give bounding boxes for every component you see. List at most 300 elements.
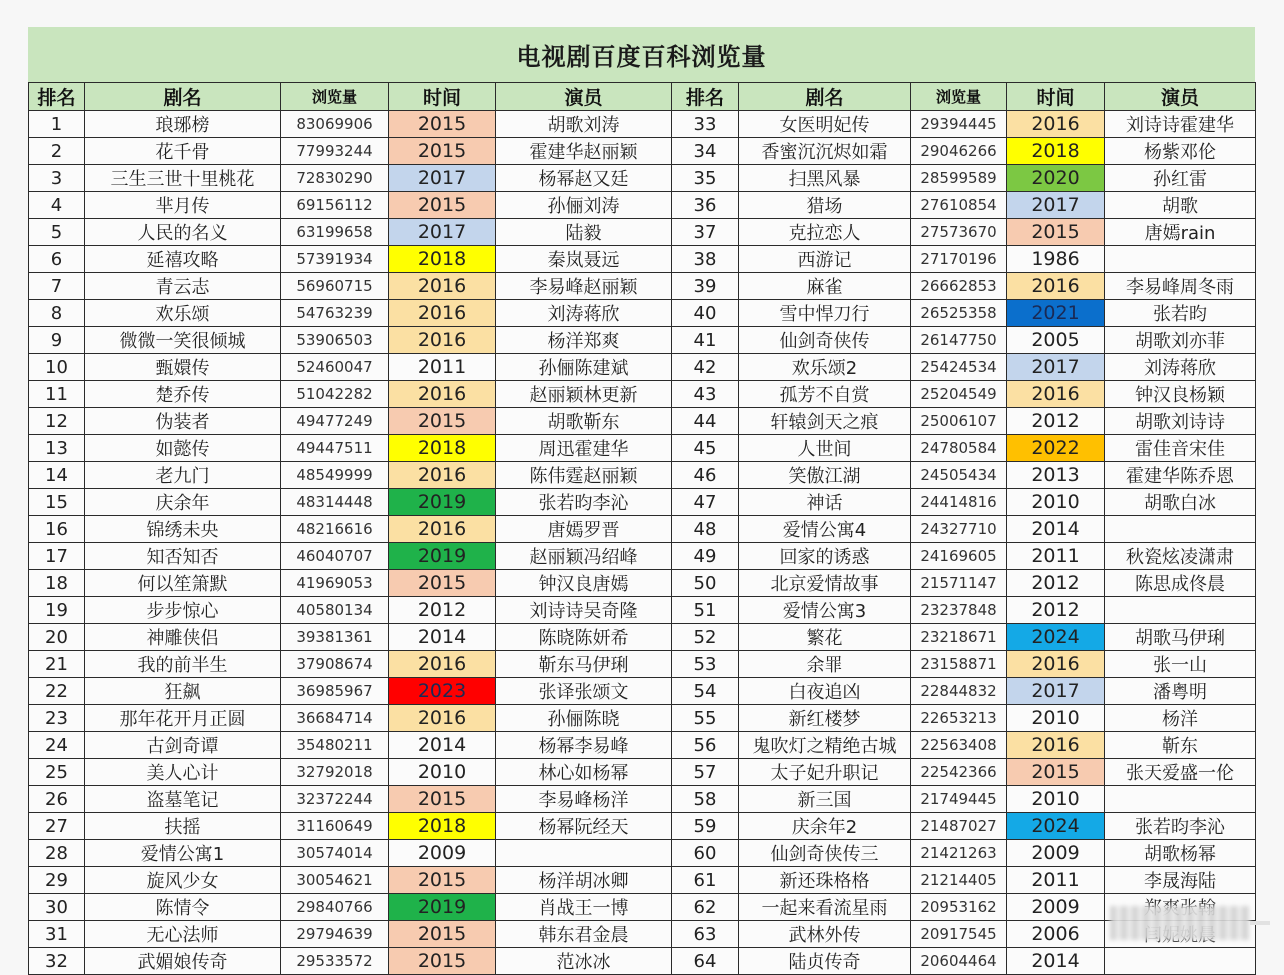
name-cell: 武林外传 <box>739 921 911 948</box>
name-cell: 那年花开月正圆 <box>85 705 281 732</box>
year-cell: 2018 <box>389 813 496 840</box>
rank-cell: 53 <box>672 651 739 678</box>
table-row <box>29 192 1256 219</box>
name-cell: 白夜追凶 <box>739 678 911 705</box>
actors-cell: 唐嫣rain <box>1105 219 1256 246</box>
views-cell: 20604464 <box>911 948 1007 975</box>
year-cell: 2016 <box>1007 111 1105 138</box>
name-cell: 老九门 <box>85 462 281 489</box>
views-cell: 25204549 <box>911 381 1007 408</box>
watermark-overlay-tail <box>1250 921 1270 925</box>
name-cell: 孤芳不自赏 <box>739 381 911 408</box>
views-cell: 29046266 <box>911 138 1007 165</box>
header-name: 剧名 <box>739 83 911 111</box>
rank-cell: 20 <box>29 624 85 651</box>
views-cell: 24780584 <box>911 435 1007 462</box>
name-cell: 新还珠格格 <box>739 867 911 894</box>
actors-cell: 钟汉良杨颖 <box>1105 381 1256 408</box>
views-cell: 27610854 <box>911 192 1007 219</box>
actors-cell: 胡歌白冰 <box>1105 489 1256 516</box>
year-cell: 2018 <box>389 246 496 273</box>
year-cell: 2016 <box>389 273 496 300</box>
ranking-table <box>28 82 1256 975</box>
name-cell: 一起来看流星雨 <box>739 894 911 921</box>
actors-cell: 胡歌刘诗诗 <box>1105 408 1256 435</box>
views-cell: 23237848 <box>911 597 1007 624</box>
views-cell: 22563408 <box>911 732 1007 759</box>
name-cell: 北京爱情故事 <box>739 570 911 597</box>
name-cell: 鬼吹灯之精绝古城 <box>739 732 911 759</box>
rank-cell: 44 <box>672 408 739 435</box>
actors-cell: 孙俪陈建斌 <box>496 354 672 381</box>
table-row <box>29 948 1256 975</box>
year-cell: 2021 <box>1007 300 1105 327</box>
name-cell: 爱情公寓4 <box>739 516 911 543</box>
table-row <box>29 354 1256 381</box>
actors-cell: 胡歌 <box>1105 192 1256 219</box>
rank-cell: 27 <box>29 813 85 840</box>
rank-cell: 39 <box>672 273 739 300</box>
views-cell: 41969053 <box>281 570 389 597</box>
views-cell: 21571147 <box>911 570 1007 597</box>
year-cell: 2015 <box>389 192 496 219</box>
rank-cell: 45 <box>672 435 739 462</box>
actors-cell <box>1105 246 1256 273</box>
table-row <box>29 840 1256 867</box>
actors-cell: 唐嫣罗晋 <box>496 516 672 543</box>
name-cell: 克拉恋人 <box>739 219 911 246</box>
table-row <box>29 867 1256 894</box>
rank-cell: 51 <box>672 597 739 624</box>
rank-cell: 49 <box>672 543 739 570</box>
views-cell: 24505434 <box>911 462 1007 489</box>
actors-cell: 李易峰周冬雨 <box>1105 273 1256 300</box>
actors-cell: 刘涛蒋欣 <box>1105 354 1256 381</box>
year-cell: 2011 <box>1007 543 1105 570</box>
actors-cell: 林心如杨幂 <box>496 759 672 786</box>
views-cell: 28599589 <box>911 165 1007 192</box>
rank-cell: 55 <box>672 705 739 732</box>
actors-cell: 张若昀 <box>1105 300 1256 327</box>
rank-cell: 25 <box>29 759 85 786</box>
views-cell: 48314448 <box>281 489 389 516</box>
year-cell: 2023 <box>389 678 496 705</box>
name-cell: 盗墓笔记 <box>85 786 281 813</box>
rank-cell: 60 <box>672 840 739 867</box>
views-cell: 31160649 <box>281 813 389 840</box>
rank-cell: 38 <box>672 246 739 273</box>
year-cell: 2017 <box>1007 678 1105 705</box>
rank-cell: 40 <box>672 300 739 327</box>
table-row <box>29 732 1256 759</box>
rank-cell: 21 <box>29 651 85 678</box>
rank-cell: 35 <box>672 165 739 192</box>
year-cell: 2013 <box>1007 462 1105 489</box>
name-cell: 甄嬛传 <box>85 354 281 381</box>
actors-cell: 孙俪刘涛 <box>496 192 672 219</box>
year-cell: 2015 <box>389 138 496 165</box>
actors-cell: 李易峰杨洋 <box>496 786 672 813</box>
views-cell: 57391934 <box>281 246 389 273</box>
views-cell: 46040707 <box>281 543 389 570</box>
year-cell: 2018 <box>1007 138 1105 165</box>
views-cell: 24169605 <box>911 543 1007 570</box>
rank-cell: 54 <box>672 678 739 705</box>
rank-cell: 47 <box>672 489 739 516</box>
watermark-overlay <box>1110 906 1250 940</box>
name-cell: 仙剑奇侠传三 <box>739 840 911 867</box>
table-row <box>29 624 1256 651</box>
year-cell: 2017 <box>389 219 496 246</box>
name-cell: 人世间 <box>739 435 911 462</box>
views-cell: 29394445 <box>911 111 1007 138</box>
rank-cell: 13 <box>29 435 85 462</box>
views-cell: 24414816 <box>911 489 1007 516</box>
actors-cell: 杨幂阮经天 <box>496 813 672 840</box>
year-cell: 2016 <box>389 705 496 732</box>
rank-cell: 15 <box>29 489 85 516</box>
name-cell: 雪中悍刀行 <box>739 300 911 327</box>
actors-cell <box>1105 786 1256 813</box>
name-cell: 如懿传 <box>85 435 281 462</box>
views-cell: 30574014 <box>281 840 389 867</box>
header-views: 浏览量 <box>281 83 389 111</box>
actors-cell: 刘诗诗霍建华 <box>1105 111 1256 138</box>
views-cell: 27170196 <box>911 246 1007 273</box>
name-cell: 庆余年 <box>85 489 281 516</box>
rank-cell: 14 <box>29 462 85 489</box>
actors-cell <box>1105 597 1256 624</box>
table-row <box>29 111 1256 138</box>
actors-cell: 李晟海陆 <box>1105 867 1256 894</box>
views-cell: 32372244 <box>281 786 389 813</box>
views-cell: 22542366 <box>911 759 1007 786</box>
sheet-title: 电视剧百度百科浏览量 <box>28 27 1255 82</box>
actors-cell: 张一山 <box>1105 651 1256 678</box>
name-cell: 欢乐颂2 <box>739 354 911 381</box>
name-cell: 香蜜沉沉烬如霜 <box>739 138 911 165</box>
actors-cell: 靳东马伊琍 <box>496 651 672 678</box>
table-row <box>29 246 1256 273</box>
actors-cell: 杨洋 <box>1105 705 1256 732</box>
name-cell: 扶摇 <box>85 813 281 840</box>
header-year: 时间 <box>389 83 496 111</box>
name-cell: 神雕侠侣 <box>85 624 281 651</box>
table-row <box>29 651 1256 678</box>
actors-cell <box>1105 516 1256 543</box>
views-cell: 53906503 <box>281 327 389 354</box>
year-cell: 2016 <box>1007 381 1105 408</box>
name-cell: 美人心计 <box>85 759 281 786</box>
actors-cell: 刘涛蒋欣 <box>496 300 672 327</box>
name-cell: 古剑奇谭 <box>85 732 281 759</box>
table-row <box>29 408 1256 435</box>
name-cell: 锦绣未央 <box>85 516 281 543</box>
rank-cell: 10 <box>29 354 85 381</box>
views-cell: 22653213 <box>911 705 1007 732</box>
actors-cell: 秋瓷炫凌潇肃 <box>1105 543 1256 570</box>
views-cell: 83069906 <box>281 111 389 138</box>
year-cell: 2012 <box>1007 408 1105 435</box>
name-cell: 神话 <box>739 489 911 516</box>
table-row <box>29 759 1256 786</box>
header-rank: 排名 <box>672 83 739 111</box>
views-cell: 39381361 <box>281 624 389 651</box>
rank-cell: 6 <box>29 246 85 273</box>
name-cell: 陆贞传奇 <box>739 948 911 975</box>
actors-cell: 陆毅 <box>496 219 672 246</box>
views-cell: 29794639 <box>281 921 389 948</box>
year-cell: 2016 <box>389 381 496 408</box>
year-cell: 2010 <box>389 759 496 786</box>
actors-cell: 杨幂李易峰 <box>496 732 672 759</box>
year-cell: 2016 <box>389 327 496 354</box>
rank-cell: 12 <box>29 408 85 435</box>
table-row <box>29 570 1256 597</box>
year-cell: 2015 <box>1007 219 1105 246</box>
views-cell: 23218671 <box>911 624 1007 651</box>
rank-cell: 8 <box>29 300 85 327</box>
rank-cell: 61 <box>672 867 739 894</box>
views-cell: 25424534 <box>911 354 1007 381</box>
actors-cell: 陈伟霆赵丽颖 <box>496 462 672 489</box>
views-cell: 26662853 <box>911 273 1007 300</box>
table-row <box>29 921 1256 948</box>
rank-cell: 58 <box>672 786 739 813</box>
actors-cell: 张译张颂文 <box>496 678 672 705</box>
views-cell: 63199658 <box>281 219 389 246</box>
table-row <box>29 516 1256 543</box>
name-cell: 琅琊榜 <box>85 111 281 138</box>
rank-cell: 56 <box>672 732 739 759</box>
year-cell: 2015 <box>389 867 496 894</box>
views-cell: 54763239 <box>281 300 389 327</box>
year-cell: 2017 <box>1007 192 1105 219</box>
views-cell: 20953162 <box>911 894 1007 921</box>
rank-cell: 19 <box>29 597 85 624</box>
views-cell: 21487027 <box>911 813 1007 840</box>
views-cell: 37908674 <box>281 651 389 678</box>
name-cell: 庆余年2 <box>739 813 911 840</box>
name-cell: 太子妃升职记 <box>739 759 911 786</box>
year-cell: 2009 <box>1007 894 1105 921</box>
rank-cell: 46 <box>672 462 739 489</box>
name-cell: 西游记 <box>739 246 911 273</box>
actors-cell: 胡歌杨幂 <box>1105 840 1256 867</box>
year-cell: 2015 <box>389 570 496 597</box>
name-cell: 扫黑风暴 <box>739 165 911 192</box>
views-cell: 77993244 <box>281 138 389 165</box>
year-cell: 2012 <box>1007 570 1105 597</box>
rank-cell: 26 <box>29 786 85 813</box>
actors-cell: 陈思成佟晨 <box>1105 570 1256 597</box>
rank-cell: 50 <box>672 570 739 597</box>
actors-cell: 胡歌马伊琍 <box>1105 624 1256 651</box>
table-row <box>29 327 1256 354</box>
name-cell: 青云志 <box>85 273 281 300</box>
rank-cell: 5 <box>29 219 85 246</box>
actors-cell: 张若昀李沁 <box>496 489 672 516</box>
rank-cell: 3 <box>29 165 85 192</box>
actors-cell: 赵丽颖冯绍峰 <box>496 543 672 570</box>
table-row <box>29 489 1256 516</box>
table-row <box>29 786 1256 813</box>
table-row <box>29 678 1256 705</box>
rank-cell: 1 <box>29 111 85 138</box>
name-cell: 女医明妃传 <box>739 111 911 138</box>
actors-cell: 刘诗诗吴奇隆 <box>496 597 672 624</box>
name-cell: 陈情令 <box>85 894 281 921</box>
actors-cell: 范冰冰 <box>496 948 672 975</box>
rank-cell: 30 <box>29 894 85 921</box>
name-cell: 微微一笑很倾城 <box>85 327 281 354</box>
table-row <box>29 165 1256 192</box>
rank-cell: 31 <box>29 921 85 948</box>
rank-cell: 9 <box>29 327 85 354</box>
rank-cell: 34 <box>672 138 739 165</box>
name-cell: 武媚娘传奇 <box>85 948 281 975</box>
rank-cell: 4 <box>29 192 85 219</box>
views-cell: 26525358 <box>911 300 1007 327</box>
actors-cell: 李易峰赵丽颖 <box>496 273 672 300</box>
name-cell: 余罪 <box>739 651 911 678</box>
year-cell: 2014 <box>389 624 496 651</box>
actors-cell: 霍建华赵丽颖 <box>496 138 672 165</box>
name-cell: 麻雀 <box>739 273 911 300</box>
actors-cell: 孙俪陈晓 <box>496 705 672 732</box>
actors-cell: 胡歌靳东 <box>496 408 672 435</box>
actors-cell: 张若昀李沁 <box>1105 813 1256 840</box>
name-cell: 我的前半生 <box>85 651 281 678</box>
rank-cell: 33 <box>672 111 739 138</box>
year-cell: 2009 <box>389 840 496 867</box>
rank-cell: 62 <box>672 894 739 921</box>
spreadsheet <box>28 27 1255 975</box>
year-cell: 2005 <box>1007 327 1105 354</box>
year-cell: 2014 <box>389 732 496 759</box>
year-cell: 2016 <box>1007 651 1105 678</box>
name-cell: 人民的名义 <box>85 219 281 246</box>
name-cell: 欢乐颂 <box>85 300 281 327</box>
rank-cell: 63 <box>672 921 739 948</box>
views-cell: 24327710 <box>911 516 1007 543</box>
year-cell: 2016 <box>389 462 496 489</box>
header-row <box>29 83 1256 111</box>
rank-cell: 43 <box>672 381 739 408</box>
name-cell: 步步惊心 <box>85 597 281 624</box>
name-cell: 回家的诱惑 <box>739 543 911 570</box>
rank-cell: 59 <box>672 813 739 840</box>
name-cell: 爱情公寓1 <box>85 840 281 867</box>
year-cell: 2022 <box>1007 435 1105 462</box>
year-cell: 2016 <box>1007 273 1105 300</box>
year-cell: 2016 <box>389 516 496 543</box>
views-cell: 72830290 <box>281 165 389 192</box>
year-cell: 2015 <box>389 111 496 138</box>
rank-cell: 64 <box>672 948 739 975</box>
rank-cell: 41 <box>672 327 739 354</box>
actors-cell: 霍建华陈乔恩 <box>1105 462 1256 489</box>
views-cell: 21214405 <box>911 867 1007 894</box>
table-row <box>29 705 1256 732</box>
year-cell: 2006 <box>1007 921 1105 948</box>
table-body <box>29 111 1256 975</box>
views-cell: 29840766 <box>281 894 389 921</box>
year-cell: 2015 <box>389 921 496 948</box>
name-cell: 新三国 <box>739 786 911 813</box>
name-cell: 爱情公寓3 <box>739 597 911 624</box>
year-cell: 2017 <box>389 165 496 192</box>
actors-cell: 周迅霍建华 <box>496 435 672 462</box>
year-cell: 2019 <box>389 489 496 516</box>
year-cell: 2015 <box>389 408 496 435</box>
table-row <box>29 273 1256 300</box>
year-cell: 2015 <box>1007 759 1105 786</box>
name-cell: 芈月传 <box>85 192 281 219</box>
views-cell: 40580134 <box>281 597 389 624</box>
year-cell: 2017 <box>1007 354 1105 381</box>
table-row <box>29 597 1256 624</box>
header-year: 时间 <box>1007 83 1105 111</box>
year-cell: 2010 <box>1007 489 1105 516</box>
rank-cell: 48 <box>672 516 739 543</box>
header-name: 剧名 <box>85 83 281 111</box>
views-cell: 22844832 <box>911 678 1007 705</box>
table-row <box>29 219 1256 246</box>
views-cell: 48549999 <box>281 462 389 489</box>
year-cell: 2024 <box>1007 813 1105 840</box>
table-row <box>29 462 1256 489</box>
actors-cell: 杨紫邓伦 <box>1105 138 1256 165</box>
views-cell: 48216616 <box>281 516 389 543</box>
table-row <box>29 813 1256 840</box>
header-actors: 演员 <box>496 83 672 111</box>
actors-cell: 雷佳音宋佳 <box>1105 435 1256 462</box>
name-cell: 延禧攻略 <box>85 246 281 273</box>
table-row <box>29 381 1256 408</box>
table-row <box>29 435 1256 462</box>
name-cell: 楚乔传 <box>85 381 281 408</box>
year-cell: 2024 <box>1007 624 1105 651</box>
table-row <box>29 894 1256 921</box>
year-cell: 2009 <box>1007 840 1105 867</box>
views-cell: 49477249 <box>281 408 389 435</box>
name-cell: 花千骨 <box>85 138 281 165</box>
actors-cell: 陈晓陈妍希 <box>496 624 672 651</box>
rank-cell: 17 <box>29 543 85 570</box>
year-cell: 2014 <box>1007 516 1105 543</box>
year-cell: 2012 <box>389 597 496 624</box>
rank-cell: 36 <box>672 192 739 219</box>
name-cell: 猎场 <box>739 192 911 219</box>
actors-cell: 杨洋胡冰卿 <box>496 867 672 894</box>
actors-cell: 杨洋郑爽 <box>496 327 672 354</box>
actors-cell: 杨幂赵又廷 <box>496 165 672 192</box>
rank-cell: 16 <box>29 516 85 543</box>
year-cell: 2011 <box>1007 867 1105 894</box>
actors-cell: 韩东君金晨 <box>496 921 672 948</box>
rank-cell: 22 <box>29 678 85 705</box>
views-cell: 27573670 <box>911 219 1007 246</box>
rank-cell: 37 <box>672 219 739 246</box>
rank-cell: 57 <box>672 759 739 786</box>
actors-cell: 秦岚聂远 <box>496 246 672 273</box>
actors-cell <box>496 840 672 867</box>
year-cell: 2020 <box>1007 165 1105 192</box>
views-cell: 56960715 <box>281 273 389 300</box>
views-cell: 29533572 <box>281 948 389 975</box>
name-cell: 伪装者 <box>85 408 281 435</box>
